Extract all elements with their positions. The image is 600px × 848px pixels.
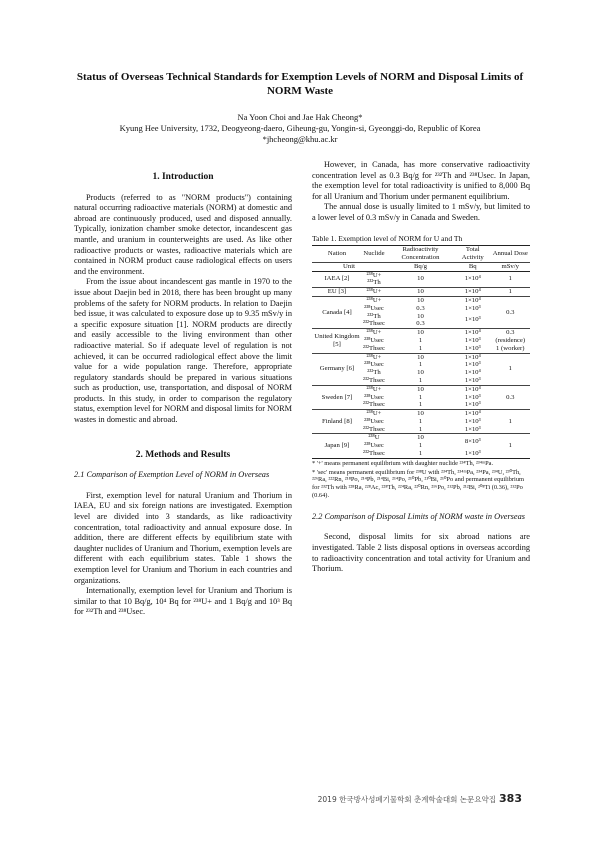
table-cell: 1×10³ bbox=[464, 336, 481, 344]
table-cell: 1 bbox=[508, 365, 512, 373]
table-nuclide: ²³⁸U+ bbox=[366, 385, 382, 393]
table-cell: 1 bbox=[418, 344, 423, 352]
table-nuclide: ²³⁸Usec bbox=[364, 361, 384, 369]
table-nuclide: ²³²Thsec bbox=[362, 344, 385, 352]
table-cell: 1×10⁴ bbox=[464, 353, 481, 361]
author-block bbox=[40, 112, 560, 145]
table-cell: 1×10⁴ bbox=[464, 410, 481, 418]
table-header: Radioactivity Concentration bbox=[401, 246, 440, 261]
paragraph: Second, disposal limits for six abroad nations are investigated. Table 2 lists disposal options in overseas according to radioactivity concentration and total activity for Uranium and Thorium. bbox=[312, 532, 530, 574]
table-unit-label: Unit bbox=[343, 262, 355, 270]
table-cell: 1×10³ bbox=[464, 316, 481, 324]
table-cell: 10 bbox=[417, 410, 424, 418]
table-nuclide: ²³²Thsec bbox=[362, 401, 385, 409]
table-nuclide: ²³⁸U+ bbox=[366, 288, 382, 296]
paragraph: However, in Canada, has more conservative radioactivity concentration level as 0.3 Bq/g for ²³²Th and ²³⁸Usec. In Japan, the exemption level for total radioactivity is unified to 8,000 Bq for all Uranium and Thorium under permanent equilibrium. bbox=[312, 160, 530, 201]
table-nation: EU [3] bbox=[327, 288, 347, 296]
table-cell: 10 bbox=[417, 275, 424, 283]
table-cell: 1×10³ bbox=[464, 393, 481, 401]
table-cell: 1×10⁴ bbox=[464, 288, 481, 296]
paragraph: The annual dose is usually limited to 1 mSv/y, but limited to a lower level of 0.3 mSv/y in Canada and Sweden. bbox=[312, 202, 530, 222]
affiliation: Kyung Hee University, 1732, Deogyeong-daero, Giheung-gu, Yongin-si, Gyeonggi-do, Republic of Korea bbox=[119, 123, 481, 133]
page-number: 383 bbox=[499, 792, 522, 805]
table-cell: 1 bbox=[418, 425, 423, 433]
table-unit: mSv/y bbox=[501, 262, 519, 270]
table-cell: 1 bbox=[418, 361, 423, 369]
table-cell: 1 bbox=[508, 275, 512, 283]
left-column bbox=[74, 168, 292, 618]
table-cell: 1×10⁴ bbox=[464, 329, 481, 337]
table-nation: United Kingdom [5] bbox=[314, 333, 360, 348]
exemption-table bbox=[312, 245, 530, 459]
table-cell: 8×10³ bbox=[464, 438, 481, 446]
table-nation: Canada [4] bbox=[322, 308, 352, 316]
table-cell: 0.3 bbox=[416, 320, 425, 328]
subsection-heading: 2.2 Comparison of Disposal Limits of NORM waste in Overseas bbox=[312, 511, 525, 521]
table-cell: 10 bbox=[417, 296, 424, 304]
table-nuclide: ²³²Thsec bbox=[362, 320, 385, 328]
table-nuclide: ²³²Thsec bbox=[362, 450, 385, 458]
table-nuclide: ²³⁸Usec bbox=[364, 417, 384, 425]
section-heading: 1. Introduction bbox=[152, 172, 214, 182]
table-cell: 1 bbox=[418, 442, 423, 450]
table-cell: 10 bbox=[417, 288, 424, 296]
table-nuclide: ²³²Thsec bbox=[362, 425, 385, 433]
table-cell: 1×10³ bbox=[464, 344, 481, 352]
table-footnote: * 'sec' means permanent equilibrium for ²³⁸U with ²³⁴Th, ²³⁴ᵐPa, ²³⁴Pa, ²³⁴U, ²³⁰Th, ²²⁶Ra, ²²²Rn, ²¹⁸Po, ²¹⁴Pb, ²¹⁴Bi, ²¹⁴Po, ²¹⁰Pb, ²¹⁰Bi, ²¹⁰Po and permanent equilibrium for ²³²Th with ²²⁸Ra, ²²⁸Ac, ²²⁸Th, ²²⁴Ra, ²²⁰Rn, ²¹⁶Po, ²¹²Pb, ²¹²Bi, ²⁰⁸Ti (0.36), ²¹²Po (0.64). bbox=[312, 468, 524, 500]
table-nuclide: ²³⁸U+ bbox=[366, 329, 382, 337]
section-heading: 2. Methods and Results bbox=[135, 449, 231, 460]
table-cell: 1 bbox=[508, 417, 512, 425]
table-nuclide: ²³⁸Usec bbox=[364, 442, 384, 450]
paragraph: Products (referred to as "NORM products") containing natural occurring radioactive materials (NORM) at domestic and abroad are continuously produced, used and disposed annually. Typically, ionization chamber smoke detector, incandescent gas mantle, and uranium in counterweights are used. As like other radioactive products or wastes, radioactive materials which are contained in NORM product cause radiological effects on users and the environment. bbox=[74, 192, 292, 276]
table-cell: 10 bbox=[417, 385, 424, 393]
table-cell: 1 bbox=[418, 376, 423, 384]
table-nuclide: ²³²Th bbox=[367, 369, 381, 377]
table-cell: 1×10³ bbox=[464, 417, 481, 425]
table-header: Nuclide bbox=[363, 250, 385, 258]
table-cell: 1×10⁴ bbox=[464, 369, 481, 377]
table-cell: 1 bbox=[508, 288, 512, 296]
table-header: Annual Dose bbox=[492, 250, 528, 258]
table-cell: 1 bbox=[418, 393, 423, 401]
table-unit: Bq/g bbox=[413, 262, 427, 270]
table-nation: Finland [8] bbox=[322, 417, 352, 425]
subsection-heading: 2.1 Comparison of Exemption Level of NORM in Overseas bbox=[74, 470, 270, 480]
table-cell: 0.3 bbox=[506, 308, 515, 316]
table-cell: 1 bbox=[508, 442, 512, 450]
table-footnote: * '+' means permanent equilibrium with daughter nuclide ²³⁴Th, ²³⁴ᵐPa. bbox=[312, 459, 494, 467]
footer-text: 2019 한국방사성폐기물학회 춘계학술대회 논문요약집 bbox=[317, 795, 497, 804]
table-cell: 1×10³ bbox=[464, 450, 481, 458]
table-nuclide: ²³⁸U+ bbox=[366, 296, 382, 304]
table-nuclide: ²³²Th bbox=[367, 312, 381, 320]
table-nuclide: ²³⁸U bbox=[368, 434, 380, 442]
right-column bbox=[312, 160, 530, 575]
paper-title: Status of Overseas Technical Standards for Exemption Levels of NORM and Disposal Limits of NORM Waste bbox=[76, 71, 524, 97]
table-cell: 0.3 (residence) bbox=[495, 329, 526, 344]
table-cell: 1×10³ bbox=[464, 304, 481, 312]
table-cell: 1 bbox=[418, 450, 423, 458]
table-nuclide: ²³⁸Usec bbox=[364, 336, 384, 344]
table-cell: 1×10³ bbox=[464, 401, 481, 409]
paragraph: From the issue about incandescent gas mantle in 1970 to the issue about Daejin bed in 2018, there has been brought up many problems of the safety for NORM products. In relation to Daejin bed issue, it was calculated to exposure dose up to 9.35 mSv/y in a specific exposure situation [1]. NORM products are directly and easily accessible to the living environment than other radioactive material. So if adequate level of regulation is not achieved, it can be occurred radiological effect above the limit value for a wide population range. Therefore, appropriate regulatory standards should be prepared in various situations such as production, use, transportation, and disposal of NORM products. In this study, in order to comparison the regulatory status, exemption level for NORM and disposal limits for NORM wastes in domestic and abroad. bbox=[74, 277, 293, 425]
table-cell: 10 bbox=[417, 434, 424, 442]
table-cell: 1×10⁴ bbox=[464, 275, 481, 283]
table-header: Total Activity bbox=[461, 246, 484, 261]
table-caption: Table 1. Exemption level of NORM for U and Th bbox=[312, 233, 463, 243]
table-cell: 1×10³ bbox=[464, 376, 481, 384]
table-cell: 10 bbox=[417, 312, 424, 320]
email: *jhcheong@khu.ac.kr bbox=[262, 134, 338, 144]
table-unit: Bq bbox=[468, 262, 477, 270]
paragraph: First, exemption level for natural Uranium and Thorium in IAEA, EU and six foreign nations are investigated. Exemption level are divided into 3 standards, as like radioactivity concentration, total radioactivity and annual exposure dose. In addition, there are different effects by equilibrium state with daughter nuclides of Uranium and Thorium, exemption levels are different with each equilibrium states. Table 1 shows the exemption level for Uranium and Thorium in each countries and organizations. bbox=[74, 490, 292, 585]
table-cell: 10 bbox=[417, 369, 424, 377]
table-cell: 10 bbox=[417, 329, 424, 337]
table-cell: 1×10⁴ bbox=[464, 296, 481, 304]
table-nation: IAEA [2] bbox=[324, 275, 350, 283]
page-footer bbox=[318, 792, 522, 805]
table-cell: 1×10³ bbox=[464, 361, 481, 369]
table-cell: 0.3 bbox=[506, 393, 515, 401]
table-cell: 10 bbox=[417, 353, 424, 361]
paragraph: Internationally, exemption level for Uranium and Thorium is similar to that 10 Bq/g, 10⁴ Bq for ²³⁸U+ and 1 Bq/g and 10³ Bq for ²³²Th and ²³⁸Usec. bbox=[74, 586, 292, 617]
table-nuclide: ²³²Th bbox=[367, 279, 381, 287]
table-header: Nation bbox=[327, 250, 347, 258]
table-cell: 1 bbox=[418, 336, 423, 344]
table-cell: 1×10⁴ bbox=[464, 385, 481, 393]
table-cell: 1 (worker) bbox=[496, 344, 525, 352]
table-nuclide: ²³⁸U+ bbox=[366, 410, 382, 418]
table-nuclide: ²³⁸U+ bbox=[366, 353, 382, 361]
table-nuclide: ²³⁸Usec bbox=[364, 304, 384, 312]
table-nuclide: ²³²Thsec bbox=[362, 376, 385, 384]
table-nuclide: ²³⁸Usec bbox=[364, 393, 384, 401]
table-nation: Germany [6] bbox=[319, 365, 355, 373]
table-cell: 1×10³ bbox=[464, 425, 481, 433]
table-nation: Japan [9] bbox=[324, 442, 350, 450]
table-nuclide: ²³⁸U+ bbox=[366, 271, 382, 279]
table-cell: 1 bbox=[418, 401, 423, 409]
table-cell: 1 bbox=[418, 417, 423, 425]
author-names: Na Yoon Choi and Jae Hak Cheong* bbox=[237, 112, 363, 122]
table-cell: 0.3 bbox=[416, 304, 425, 312]
table-nation: Sweden [7] bbox=[321, 393, 353, 401]
